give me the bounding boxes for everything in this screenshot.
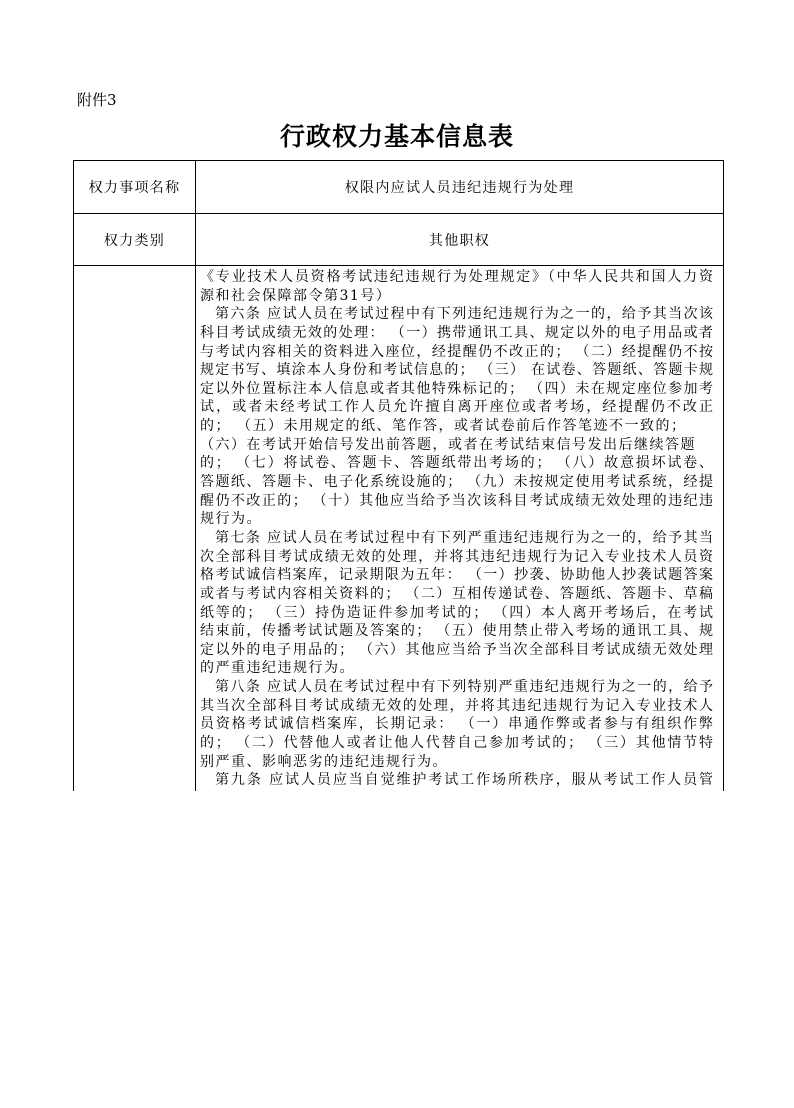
attachment-label: 附件3 [77, 91, 117, 109]
legal-basis-line: 试，或者未经考试工作人员允许擅自离开座位或者考场，经提醒仍不改正 [200, 399, 713, 416]
legal-basis-line: 源和社会保障部令第31号） [200, 287, 392, 304]
legal-basis-line: 的严重违纪违规行为。 [200, 660, 355, 677]
legal-basis-line: 第八条 应试人员在考试过程中有下列特别严重违纪违规行为之一的，给予 [215, 679, 713, 696]
legal-basis-line: 规定书写、填涂本人身份和考试信息的； （三） 在试卷、答题纸、答题卡规 [200, 362, 713, 379]
legal-basis-line: 结束前，传播考试试题及答案的； （五）使用禁止带入考场的通讯工具、规 [200, 623, 713, 640]
article-8-paragraph [200, 678, 713, 771]
legal-basis-line: 《专业技术人员资格考试违纪违规行为处理规定》（中华人民共和国人力资 [200, 269, 713, 285]
legal-basis-line: 定以外的电子用品的； （六）其他应当给予当次全部科目考试成绩无效处理 [200, 641, 713, 658]
page-title: 行政权力基本信息表 [279, 122, 514, 151]
legal-basis-line: 第九条 应试人员应当自觉维护考试工作场所秩序，服从考试工作人员管 [215, 772, 713, 789]
power-category-value: 其他职权 [428, 232, 491, 249]
legal-basis-text [196, 266, 723, 791]
legal-basis-line: 科目考试成绩无效的处理： （一）携带通讯工具、规定以外的电子用品或者 [200, 324, 713, 341]
legal-basis-line: 的； （五）未用规定的纸、笔作答，或者试卷前后作答笔迹不一致的； [200, 418, 687, 435]
legal-basis-line: 或者与考试内容相关资料的； （二）互相传递试卷、答题纸、答题卡、草稿 [200, 585, 713, 602]
legal-basis-line: 格考试诚信档案库，记录期限为五年： （一）抄袭、协助他人抄袭试题答案 [200, 567, 713, 584]
legal-basis-line: 定以外位置标注本人信息或者其他特殊标记的； （四）未在规定座位参加考 [200, 380, 713, 397]
row-item-name [74, 161, 723, 214]
legal-basis-line: 答题纸、答题卡、电子化系统设施的； （九）未按规定使用考试系统，经提 [200, 474, 713, 491]
legal-basis-line: 醒仍不改正的； （十）其他应当给予当次该科目考试成绩无效处理的违纪违 [200, 492, 713, 509]
legal-basis-line: 的； （二）代替他人或者让他人代替自己参加考试的； （三）其他情节特 [200, 735, 713, 752]
row-power-category [74, 214, 723, 266]
legal-basis-line: （六）在考试开始信号发出前答题，或者在考试结束信号发出后继续答题 [200, 436, 696, 453]
legal-basis-line: 第六条 应试人员在考试过程中有下列违纪违规行为之一的，给予其当次该 [215, 306, 713, 323]
article-9-paragraph [200, 771, 713, 790]
legal-basis-line: 次全部科目考试成绩无效的处理，并将其违纪违规行为记入专业技术人员资 [200, 548, 713, 565]
power-category-label: 权力类别 [74, 214, 196, 265]
legal-basis-line: 第七条 应试人员在考试过程中有下列严重违纪违规行为之一的，给予其当 [215, 529, 713, 546]
item-name-label: 权力事项名称 [74, 161, 196, 213]
legal-basis-line: 的； （七）将试卷、答题卡、答题纸带出考场的； （八）故意损坏试卷、 [200, 455, 713, 472]
article-6-paragraph [200, 305, 713, 529]
legal-basis-line: 员资格考试诚信档案库，长期记录： （一）串通作弊或者参与有组织作弊 [200, 716, 713, 733]
legal-basis-label-cell [74, 266, 196, 791]
legal-basis-line: 规行为。 [200, 511, 262, 528]
legal-basis-line: 其当次全部科目考试成绩无效的处理，并将其违纪违规行为记入专业技术人 [200, 697, 713, 714]
item-name-value: 权限内应试人员违纪违规行为处理 [344, 180, 575, 196]
legal-basis-line: 与考试内容相关的资料进入座位，经提醒仍不改正的； （二）经提醒仍不按 [200, 343, 713, 360]
legal-basis-line: 纸等的； （三）持伪造证件参加考试的； （四）本人离开考场后，在考试 [200, 604, 713, 621]
article-7-paragraph [200, 529, 713, 678]
legal-basis-line: 别严重、影响恶劣的违纪违规行为。 [200, 753, 448, 770]
basis-source-paragraph [200, 268, 713, 305]
row-legal-basis [74, 266, 723, 791]
info-table [73, 160, 724, 791]
